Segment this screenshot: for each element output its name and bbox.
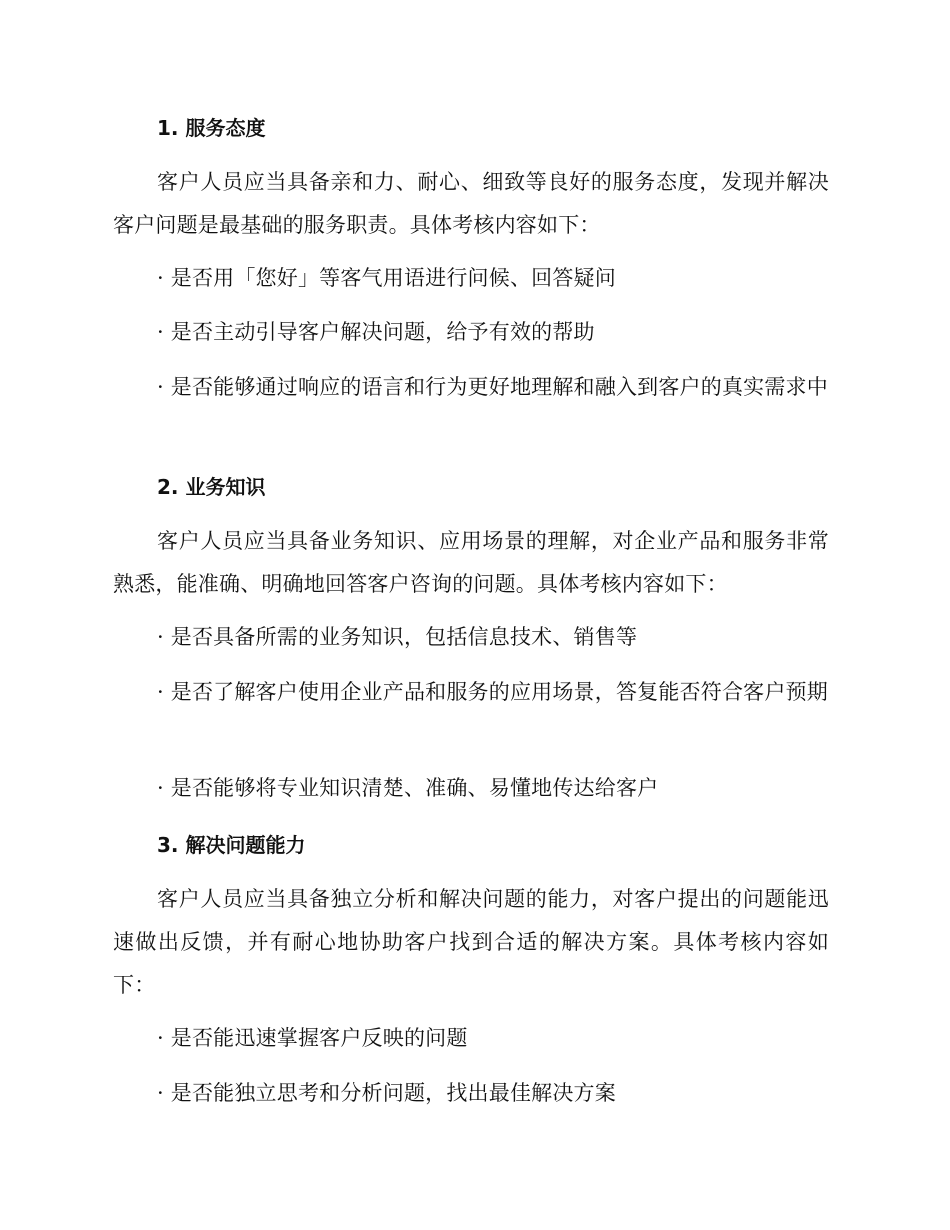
- list-item: · 是否能迅速掌握客户反映的问题: [157, 1026, 468, 1050]
- list-item: · 是否用「您好」等客气用语进行问候、回答疑问: [157, 266, 616, 290]
- section-intro: 客户人员应当具备亲和力、耐心、细致等良好的服务态度，发现并解决客户问题是最基础的服务职责。具体考核内容如下：: [113, 170, 829, 237]
- list-item: · 是否主动引导客户解决问题，给予有效的帮助: [157, 320, 595, 344]
- section-intro: 客户人员应当具备业务知识、应用场景的理解，对企业产品和服务非常熟悉，能准确、明确地回答客户咨询的问题。具体考核内容如下：: [113, 529, 829, 596]
- section-intro: 客户人员应当具备独立分析和解决问题的能力，对客户提出的问题能迅速做出反馈，并有耐心地协助客户找到合适的解决方案。具体考核内容如下：: [113, 887, 829, 997]
- section-heading: 2. 业务知识: [157, 475, 266, 499]
- list-item: · 是否具备所需的业务知识，包括信息技术、销售等: [157, 625, 638, 649]
- list-item: · 是否能够通过响应的语言和行为更好地理解和融入到客户的真实需求中: [157, 375, 828, 399]
- section-heading: 3. 解决问题能力: [157, 833, 306, 857]
- list-item: · 是否能够将专业知识清楚、准确、易懂地传达给客户: [157, 776, 659, 800]
- list-item: · 是否了解客户使用企业产品和服务的应用场景，答复能否符合客户预期: [157, 680, 828, 704]
- list-item: · 是否能独立思考和分析问题，找出最佳解决方案: [157, 1081, 616, 1105]
- section-heading: 1. 服务态度: [157, 116, 266, 140]
